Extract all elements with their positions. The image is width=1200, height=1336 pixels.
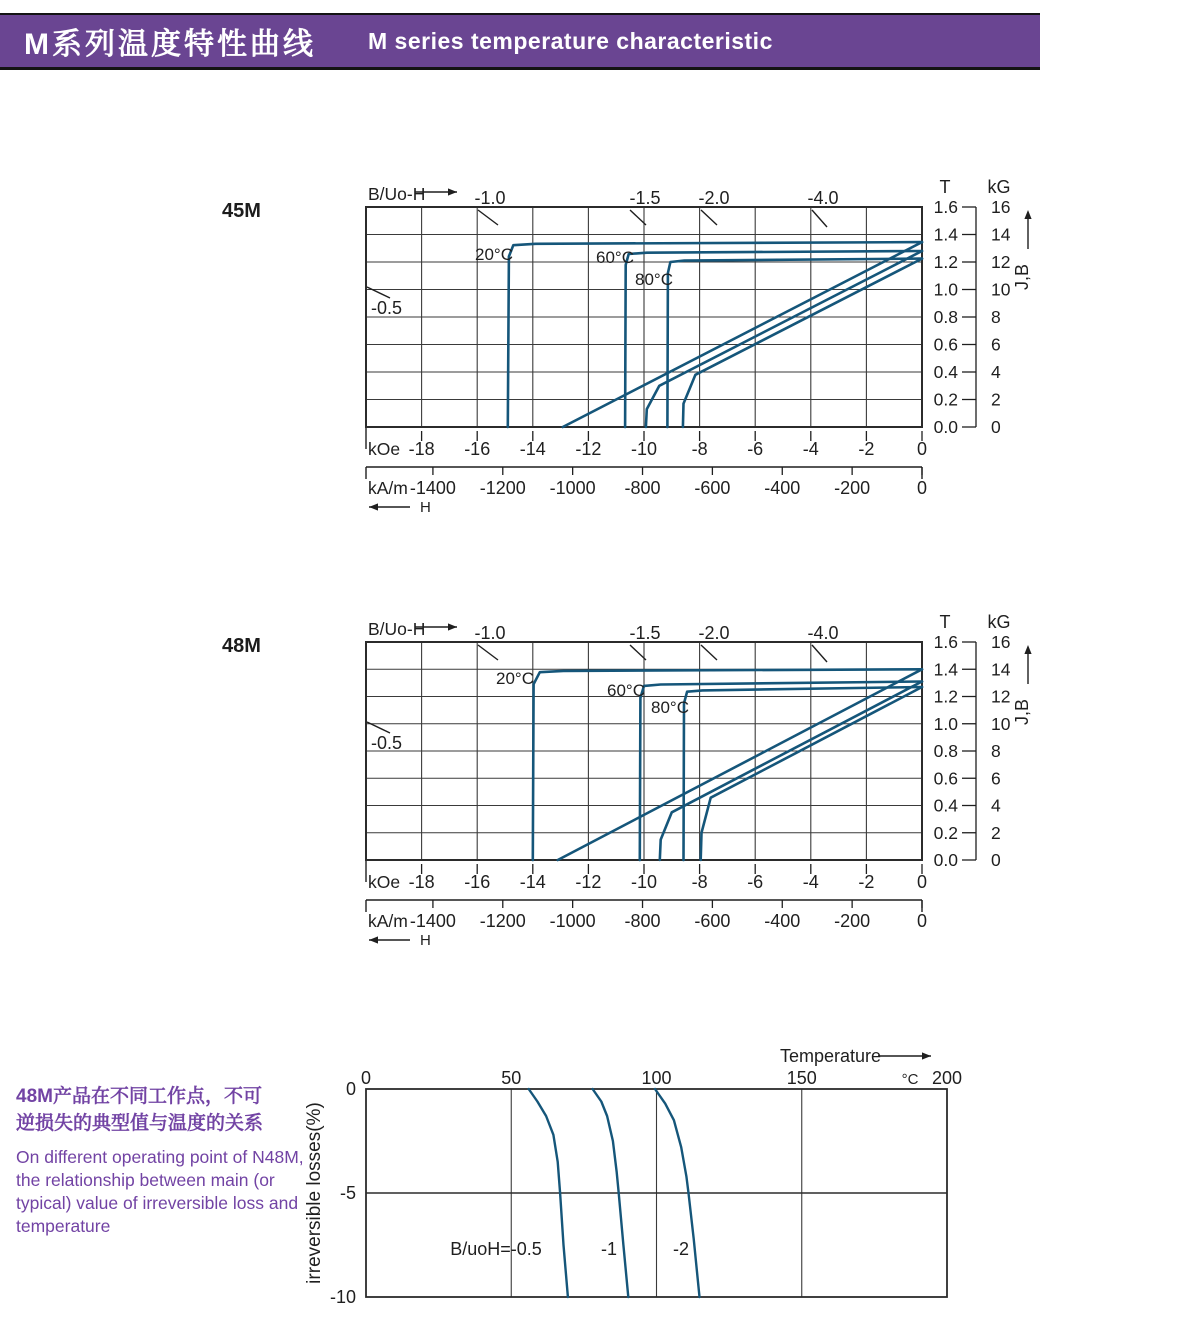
svg-text:-1400: -1400 bbox=[409, 911, 456, 931]
svg-text:-10: -10 bbox=[630, 439, 658, 459]
svg-text:-6: -6 bbox=[747, 439, 764, 459]
svg-text:2: 2 bbox=[991, 389, 1001, 410]
svg-text:H: H bbox=[420, 932, 431, 949]
svg-text:-2: -2 bbox=[858, 872, 875, 892]
page-title-english: M series temperature characteristic bbox=[368, 27, 773, 54]
bh-chart-48M bbox=[366, 612, 1032, 949]
svg-text:16: 16 bbox=[991, 632, 1011, 652]
svg-text:B/Uo-H: B/Uo-H bbox=[368, 184, 426, 204]
svg-text:-2.0: -2.0 bbox=[698, 623, 730, 643]
svg-text:1.6: 1.6 bbox=[933, 197, 958, 217]
svg-text:6: 6 bbox=[991, 334, 1001, 355]
jb-axis-label bbox=[1012, 645, 1032, 725]
side-note-zh-line1: 48M产品在不同工作点，不可 bbox=[16, 1086, 262, 1107]
svg-text:-1.0: -1.0 bbox=[474, 188, 506, 208]
svg-text:20°C: 20°C bbox=[475, 245, 513, 264]
svg-text:1.4: 1.4 bbox=[933, 224, 958, 245]
svg-text:H: H bbox=[420, 499, 431, 516]
svg-text:-4.0: -4.0 bbox=[807, 623, 839, 643]
svg-text:8: 8 bbox=[991, 307, 1001, 327]
svg-text:B/uoH=-0.5: B/uoH=-0.5 bbox=[450, 1239, 542, 1259]
svg-text:-1.5: -1.5 bbox=[629, 188, 661, 208]
svg-text:1.6: 1.6 bbox=[933, 632, 958, 652]
koe-axis bbox=[366, 428, 927, 459]
svg-text:T: T bbox=[939, 177, 951, 197]
svg-text:0.6: 0.6 bbox=[933, 334, 958, 355]
side-note-zh-line2: 逆损失的典型值与温度的关系 bbox=[16, 1113, 264, 1134]
svg-text:4: 4 bbox=[991, 362, 1001, 382]
svg-text:kA/m: kA/m bbox=[368, 911, 408, 931]
svg-text:-10: -10 bbox=[630, 872, 658, 892]
t-kg-axis bbox=[934, 612, 1011, 870]
loss-chart bbox=[304, 1046, 962, 1307]
svg-text:60°C: 60°C bbox=[596, 248, 634, 267]
svg-text:-200: -200 bbox=[834, 478, 871, 498]
svg-text:10: 10 bbox=[991, 713, 1011, 734]
svg-text:14: 14 bbox=[991, 224, 1011, 245]
svg-text:12: 12 bbox=[991, 252, 1011, 272]
svg-text:-2.0: -2.0 bbox=[698, 188, 730, 208]
svg-text:-200: -200 bbox=[834, 911, 871, 931]
grade-label-45m: 45M bbox=[222, 200, 261, 222]
svg-text:J,B: J,B bbox=[1012, 698, 1032, 726]
svg-text:0: 0 bbox=[916, 478, 928, 498]
svg-text:60°C: 60°C bbox=[607, 681, 645, 700]
svg-text:-1: -1 bbox=[600, 1239, 618, 1259]
buoh-label bbox=[368, 619, 457, 639]
buoh-label bbox=[368, 184, 457, 204]
svg-text:-0.5: -0.5 bbox=[371, 298, 403, 318]
svg-text:0.8: 0.8 bbox=[933, 741, 958, 761]
svg-text:0.0: 0.0 bbox=[933, 417, 958, 437]
svg-text:-6: -6 bbox=[747, 872, 764, 892]
svg-text:B/Uo-H: B/Uo-H bbox=[368, 619, 426, 639]
curves-20°C bbox=[496, 669, 922, 860]
svg-text:-4: -4 bbox=[802, 439, 819, 459]
svg-text:-600: -600 bbox=[694, 478, 731, 498]
h-arrow bbox=[369, 499, 431, 516]
svg-text:-400: -400 bbox=[764, 478, 801, 498]
svg-text:0.0: 0.0 bbox=[933, 850, 958, 870]
curves-80°C bbox=[651, 687, 922, 860]
svg-text:-18: -18 bbox=[408, 872, 435, 892]
svg-text:0.2: 0.2 bbox=[933, 389, 958, 410]
svg-text:1.0: 1.0 bbox=[933, 279, 958, 300]
svg-text:8: 8 bbox=[991, 741, 1001, 761]
grid bbox=[366, 1089, 947, 1297]
svg-text:kA/m: kA/m bbox=[368, 478, 408, 498]
svg-text:-16: -16 bbox=[464, 439, 491, 459]
svg-text:14: 14 bbox=[991, 659, 1011, 680]
svg-text:0: 0 bbox=[360, 1068, 372, 1088]
svg-text:0.4: 0.4 bbox=[933, 362, 958, 382]
grid bbox=[366, 207, 922, 427]
svg-text:irreversible losses(%): irreversible losses(%) bbox=[304, 1102, 325, 1284]
svg-text:-10: -10 bbox=[329, 1287, 356, 1307]
svg-text:J,B: J,B bbox=[1012, 263, 1032, 291]
svg-text:-1200: -1200 bbox=[479, 911, 526, 931]
svg-text:200: 200 bbox=[931, 1068, 963, 1088]
svg-text:80°C: 80°C bbox=[635, 270, 673, 289]
svg-text:2: 2 bbox=[991, 822, 1001, 843]
svg-text:6: 6 bbox=[991, 768, 1001, 789]
svg-text:1.0: 1.0 bbox=[933, 713, 958, 734]
svg-text:-1000: -1000 bbox=[549, 911, 596, 931]
axes-labels bbox=[304, 1046, 962, 1307]
svg-text:-16: -16 bbox=[464, 872, 491, 892]
t-kg-axis bbox=[934, 177, 1011, 437]
svg-text:-8: -8 bbox=[691, 872, 708, 892]
curves-80°C bbox=[635, 259, 922, 427]
svg-text:kG: kG bbox=[987, 177, 1011, 197]
svg-text:-12: -12 bbox=[575, 439, 602, 459]
side-note-en-line4: temperature bbox=[16, 1216, 111, 1236]
svg-text:-1000: -1000 bbox=[549, 478, 596, 498]
kam-axis bbox=[366, 900, 927, 931]
bh-chart-45M bbox=[366, 177, 1032, 516]
svg-text:150: 150 bbox=[786, 1068, 817, 1088]
svg-text:°C: °C bbox=[901, 1071, 919, 1088]
page-title-chinese: M系列温度特性曲线 bbox=[24, 28, 316, 61]
svg-text:-2: -2 bbox=[858, 439, 875, 459]
svg-text:Temperature: Temperature bbox=[780, 1046, 882, 1066]
svg-text:0: 0 bbox=[345, 1079, 356, 1099]
side-note-en-line2: the relationship between main (or bbox=[16, 1170, 275, 1190]
grid bbox=[366, 642, 922, 860]
svg-text:16: 16 bbox=[991, 197, 1011, 217]
svg-text:100: 100 bbox=[641, 1068, 672, 1088]
side-note-en-line1: On different operating point of N48M, bbox=[16, 1147, 304, 1167]
svg-text:kOe: kOe bbox=[368, 439, 401, 459]
svg-text:-1.0: -1.0 bbox=[474, 623, 506, 643]
svg-text:0.2: 0.2 bbox=[933, 822, 958, 843]
svg-text:kG: kG bbox=[987, 612, 1011, 632]
svg-text:-400: -400 bbox=[764, 911, 801, 931]
svg-text:80°C: 80°C bbox=[651, 698, 689, 717]
svg-text:-14: -14 bbox=[519, 439, 546, 459]
svg-text:-1400: -1400 bbox=[409, 478, 456, 498]
svg-text:-2: -2 bbox=[672, 1239, 690, 1259]
svg-text:T: T bbox=[939, 612, 951, 632]
svg-text:-1.5: -1.5 bbox=[629, 623, 661, 643]
svg-text:0.4: 0.4 bbox=[933, 795, 958, 816]
svg-text:-14: -14 bbox=[519, 872, 546, 892]
svg-text:-1200: -1200 bbox=[479, 478, 526, 498]
svg-text:-4.0: -4.0 bbox=[807, 188, 839, 208]
h-arrow bbox=[369, 932, 431, 949]
svg-text:4: 4 bbox=[991, 795, 1001, 816]
svg-text:0: 0 bbox=[916, 911, 928, 931]
koe-axis bbox=[366, 861, 927, 892]
svg-text:1.4: 1.4 bbox=[933, 659, 958, 680]
svg-text:1.2: 1.2 bbox=[933, 686, 958, 707]
svg-text:-800: -800 bbox=[624, 911, 661, 931]
side-note-en-line3: typical) value of irreversible loss and bbox=[16, 1193, 299, 1213]
jb-axis-label bbox=[1012, 210, 1032, 290]
svg-text:-18: -18 bbox=[408, 439, 435, 459]
svg-text:0: 0 bbox=[916, 439, 928, 459]
svg-text:0: 0 bbox=[991, 850, 1001, 870]
svg-text:-12: -12 bbox=[575, 872, 602, 892]
svg-text:kOe: kOe bbox=[368, 872, 401, 892]
kam-axis bbox=[366, 467, 927, 498]
grade-label-48m: 48M bbox=[222, 635, 261, 657]
svg-text:10: 10 bbox=[991, 279, 1011, 300]
svg-text:-800: -800 bbox=[624, 478, 661, 498]
svg-text:20°C: 20°C bbox=[496, 669, 534, 688]
svg-text:12: 12 bbox=[991, 686, 1011, 707]
svg-text:50: 50 bbox=[501, 1068, 522, 1088]
svg-text:-4: -4 bbox=[802, 872, 819, 892]
svg-text:-0.5: -0.5 bbox=[371, 733, 403, 753]
svg-text:0.8: 0.8 bbox=[933, 307, 958, 327]
svg-text:0: 0 bbox=[991, 417, 1001, 437]
svg-text:1.2: 1.2 bbox=[933, 252, 958, 272]
svg-text:-600: -600 bbox=[694, 911, 731, 931]
svg-text:-8: -8 bbox=[691, 439, 708, 459]
svg-text:-5: -5 bbox=[339, 1183, 356, 1203]
svg-text:0: 0 bbox=[916, 872, 928, 892]
svg-text:0.6: 0.6 bbox=[933, 768, 958, 789]
